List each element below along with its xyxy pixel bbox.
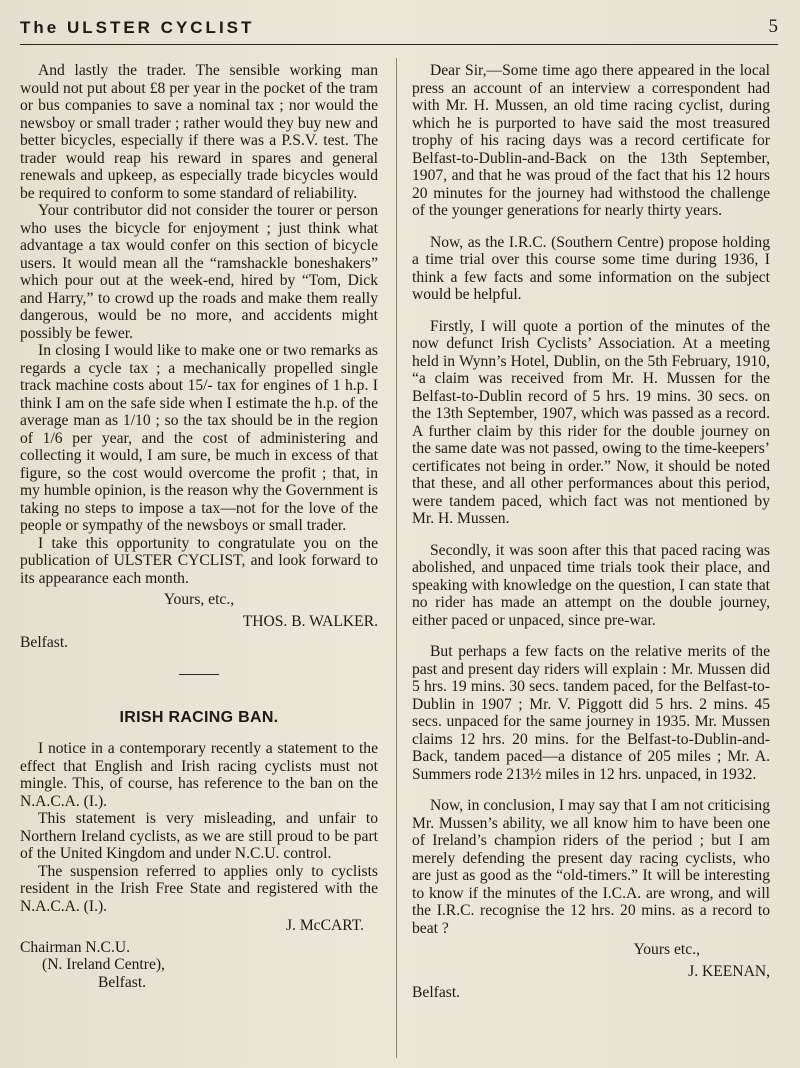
letter-signature: J. KEENAN, — [688, 962, 770, 980]
letter-closing: Yours, etc., — [163, 591, 235, 608]
running-header — [20, 14, 778, 45]
letter-paragraph: But perhaps a few facts on the relative merits of the past and present day riders will explain : Mr. Mussen did 5 hrs. 19 mins. 30 secs. tandem paced, for the Belfast-to-Dublin in 1907 ; Mr. V. Piggott did 5 hrs. 2 mins. 45 secs. unpaced for the same journey in 1935. Mr. Mussen claims 12 hrs. 20 mins. for the Belfast-to-Dublin-and-Back, tandem paced—a distance of 205 miles ; Mr. A. Summers rode 213½ miles in 12 hrs. unpaced, in 1932. — [412, 643, 770, 783]
chair-line: Chairman N.C.U. — [20, 938, 131, 956]
letter-closing: Yours etc., — [633, 941, 700, 958]
letter-place: Belfast. — [412, 984, 461, 1001]
chair-line: (N. Ireland Centre), — [42, 956, 165, 973]
section-signature: J. McCART. — [285, 917, 364, 934]
column-divider — [396, 58, 397, 1058]
section-heading: IRISH RACING BAN. — [119, 708, 279, 726]
letter-paragraph: Now, in conclusion, I may say that I am not criticising Mr. Mussen’s ability, we all know him to have been one of Ireland’s champion riders of the period ; but I am merely defending the present day racing cyclists, who are just as good as the “old-timers.” It will be interesting to know if the minutes of the I.C.A. are wrong, and will the I.R.C. recognise the 12 hrs. 20 mins. as a record to beat ? — [412, 797, 770, 937]
section-rule — [179, 674, 219, 675]
magazine-title: The ULSTER CYCLIST — [20, 18, 255, 37]
chair-line: Belfast. — [98, 973, 147, 991]
letter-signature: THOS. B. WALKER. — [242, 612, 378, 630]
section-paragraph: I notice in a contemporary recently a statement to the effect that English and Irish racing cyclists must not mingle. This, of course, has reference to the ban on the N.A.C.A. (I.). — [20, 740, 378, 810]
letter-paragraph: Now, as the I.R.C. (Southern Centre) propose holding a time trial over this course some time during 1936, I think a few facts and some information on the subject would be helpful. — [412, 233, 770, 303]
signatory-title — [20, 939, 378, 992]
letter-paragraph: I take this opportunity to congratulate you on the publication of ULSTER CYCLIST, and look forward to its appearance each month. — [20, 534, 378, 587]
letter-paragraph: In closing I would like to make one or two remarks as regards a cycle tax ; a mechanically propelled single track machine costs about 15/- tax for engines of 1 h.p. I think I am on the safe side when I estimate the h.p. of the average man as 1/10 ; so the tax should be in the region of 1/6 per year, and the cost of administering and collecting it would, I am sure, be much in excess of that figure, so the cost would overcome the profit ; that, in my humble opinion, is the reason why the Government is taking no steps to impose a tax—not for the love of the people or sympathy of the newsboys or small trader. — [20, 342, 378, 534]
page-number: 5 — [768, 16, 778, 37]
right-column — [412, 62, 770, 1002]
letter-paragraph: Firstly, I will quote a portion of the minutes of the now defunct Irish Cyclists’ Association. At a meeting held in Wynn’s Hotel, Dublin, on the 5th February, 1910, “a claim was received from Mr. H. Mussen for the Belfast-to-Dublin record of 5 hrs. 19 mins. 30 secs. on the 13th September, 1907, which was passed as a record. A further claim by this rider for the double journey on the same date was not passed, owing to the time-keepers’ certificates not being in order.” Now, it should be noted that these, and all other performances about this period, were tandem paced, which fact was not mentioned by Mr. H. Mussen. — [412, 317, 770, 527]
letter-paragraph: Dear Sir,—Some time ago there appeared in the local press an account of an interview a correspondent had with Mr. H. Mussen, an old time racing cyclist, during which he is purported to have said the most treasured trophy of his racing days was a record certificate for Belfast-to-Dublin-and-Back on the 13th September, 1907, and that he was proud of the fact that his 12 hours 20 minutes for the journey had withstood the challenge of the younger generations for nearly thirty years. — [412, 62, 770, 219]
letter-paragraph: Secondly, it was soon after this that paced racing was abolished, and unpaced time trials took their place, and speaking with knowledge on the question, I can state that no rider has made an attempt on the double journey, either paced or unpaced, since pre-war. — [412, 541, 770, 629]
letter-paragraph: Your contributor did not consider the tourer or person who uses the bicycle for enjoyment ; just think what advantage a tax would confer on this section of bicycle users. It would mean all the “ramshackle boneshakers” which pour out at the week-end, hired by “Tom, Dick and Harry,” to crowd up the roads and make them really dangerous, would be no more, and accidents might possibly be fewer. — [20, 202, 378, 342]
section-paragraph: The suspension referred to applies only to cyclists resident in the Irish Free State and registered with the N.A.C.A. (I.). — [20, 862, 378, 915]
letter-place: Belfast. — [20, 634, 69, 651]
section-paragraph: This statement is very misleading, and unfair to Northern Ireland cyclists, as we are still proud to be part of the United Kingdom and under N.C.U. control. — [20, 810, 378, 862]
letter-paragraph: And lastly the trader. The sensible working man would not put about £8 per year in the pocket of the tram or bus companies to save a nominal tax ; nor would the newsboy or small trader ; rather would they buy new and better bicycles, especially if there was a P.S.V. test. The trader would reap his reward in spares and general renewals and upkeep, as especially trade bicycles would be required to conform to some standard of reliability. — [20, 62, 378, 202]
left-column — [20, 62, 378, 991]
